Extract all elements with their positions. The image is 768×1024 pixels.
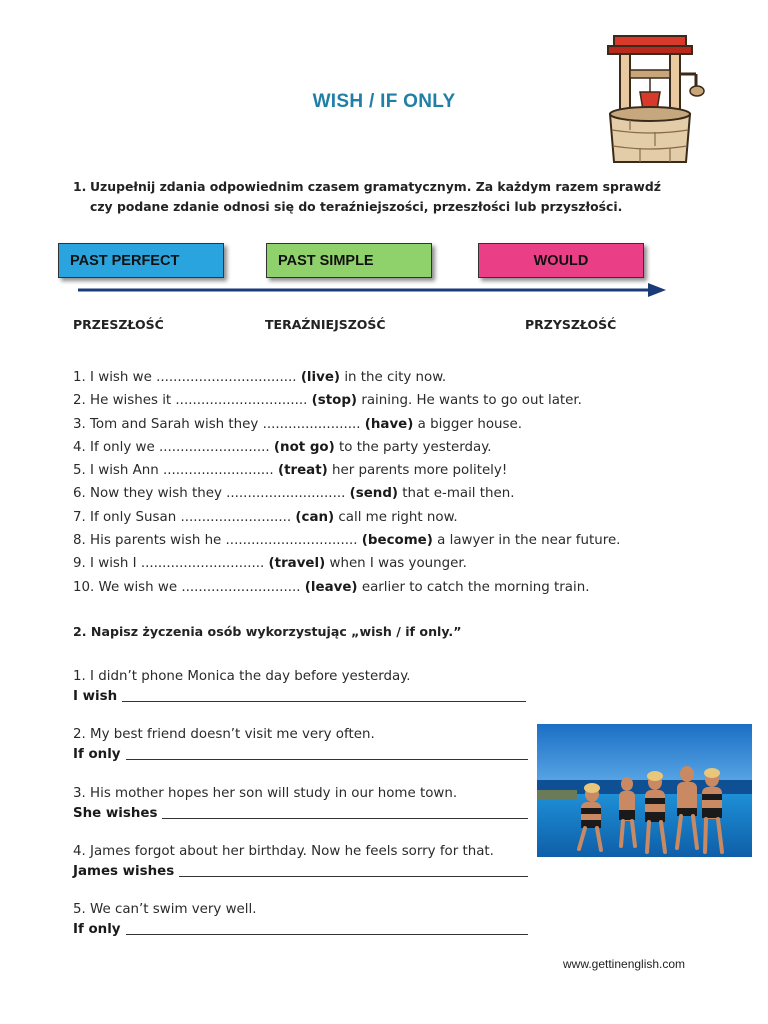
answer-lead: I wish: [73, 689, 118, 704]
sentence-text: 8. His parents wish he ...............................: [73, 533, 358, 549]
list-item: [73, 389, 713, 412]
sentence-text: 7. If only Susan ..........................: [73, 509, 292, 525]
answer-row[interactable]: [73, 861, 528, 880]
answer-line[interactable]: [162, 818, 528, 819]
label-present: TERAŹNIEJSZOŚĆ: [265, 317, 386, 332]
sentence-text: 10. We wish we ............................: [73, 579, 301, 595]
exercise-2-task: [73, 725, 528, 763]
sentence-text: earlier to catch the morning train.: [361, 579, 590, 595]
label-past: PRZESZŁOŚĆ: [73, 317, 164, 332]
sentence-text: 4. If only we ..........................: [73, 439, 270, 455]
would-box: [478, 243, 644, 278]
sentence-text: 5. I wish Ann ..........................: [73, 463, 274, 479]
exercise-2-task: [73, 784, 528, 822]
list-item: [73, 436, 713, 459]
exercise-2-task: [73, 900, 528, 938]
past-simple-box: [266, 243, 432, 278]
answer-line[interactable]: [179, 876, 528, 877]
answer-lead: If only: [73, 747, 121, 762]
task-prompt: 4. James forgot about her birthday. Now he feels sorry for that.: [73, 844, 494, 859]
sentence-text: a bigger house.: [417, 416, 522, 432]
sentence-text: that e-mail then.: [402, 486, 515, 502]
sentence-text: 1. I wish we .................................: [73, 370, 297, 385]
list-item: [73, 506, 713, 529]
answer-lead: She wishes: [73, 806, 158, 821]
list-item: [73, 552, 713, 575]
verb-hint: (live): [300, 370, 341, 385]
list-item: [73, 459, 713, 482]
task-prompt: 1. I didn’t phone Monica the day before yesterday.: [73, 669, 411, 684]
list-item: [73, 482, 713, 505]
sentence-text: to the party yesterday.: [339, 439, 492, 455]
timeline-arrow: [78, 282, 668, 298]
friends-at-pool-photo: [537, 724, 752, 857]
verb-hint: (treat): [277, 463, 328, 479]
list-item: [73, 413, 713, 436]
answer-row[interactable]: [73, 919, 528, 938]
past-perfect-box: [58, 243, 224, 278]
list-item: [73, 576, 713, 599]
verb-hint: (become): [361, 533, 433, 549]
sentence-text: 2. He wishes it ...............................: [73, 393, 308, 409]
task-prompt: 2. My best friend doesn’t visit me very often.: [73, 727, 375, 742]
sentence-text: call me right now.: [338, 509, 458, 525]
verb-hint: (send): [349, 486, 399, 502]
list-item: [73, 366, 713, 389]
page-title: WISH / IF ONLY: [312, 91, 456, 112]
exercise-1-number: 1.: [73, 179, 87, 194]
task-prompt: 3. His mother hopes her son will study in our home town.: [73, 786, 458, 801]
exercise-2-title: 2. Napisz życzenia osób wykorzystując „wish / if only.”: [73, 624, 462, 639]
answer-lead: James wishes: [73, 864, 175, 879]
sentence-text: in the city now.: [344, 370, 447, 385]
sentence-text: her parents more politely!: [332, 463, 508, 479]
exercise-1-sentences: [73, 366, 713, 599]
answer-lead: If only: [73, 922, 121, 937]
exercise-2-task: [73, 842, 528, 880]
task-prompt: 5. We can’t swim very well.: [73, 902, 257, 917]
sentence-text: raining. He wants to go out later.: [361, 393, 582, 409]
verb-hint: (travel): [268, 556, 326, 572]
answer-row[interactable]: [73, 686, 528, 705]
answer-line[interactable]: [126, 759, 528, 760]
would-label: WOULD: [533, 252, 589, 269]
answer-line[interactable]: [122, 701, 526, 702]
sentence-text: a lawyer in the near future.: [437, 533, 621, 549]
verb-hint: (stop): [311, 393, 358, 409]
footer-website: www.gettinenglish.com: [563, 957, 686, 971]
sentence-text: 9. I wish I .............................: [73, 556, 265, 572]
wishing-well-icon: [600, 30, 716, 170]
exercise-1-instruction: [73, 177, 713, 217]
instruction-line-2: czy podane zdanie odnosi się do teraźniejszości, przeszłości lub przyszłości.: [90, 199, 623, 214]
verb-hint: (have): [364, 416, 414, 432]
answer-line[interactable]: [126, 934, 528, 935]
sentence-text: when I was younger.: [329, 556, 467, 572]
verb-hint: (leave): [304, 579, 358, 595]
past-simple-label: PAST SIMPLE: [278, 252, 374, 269]
label-future: PRZYSZŁOŚĆ: [525, 317, 617, 332]
verb-hint: (can): [295, 509, 335, 525]
instruction-line-1: Uzupełnij zdania odpowiednim czasem gramatycznym. Za każdym razem sprawdź: [90, 179, 661, 194]
sentence-text: 3. Tom and Sarah wish they .......................: [73, 416, 361, 432]
answer-row[interactable]: [73, 803, 528, 822]
answer-row[interactable]: [73, 744, 528, 763]
past-perfect-label: PAST PERFECT: [70, 252, 180, 269]
verb-hint: (not go): [273, 439, 335, 455]
list-item: [73, 529, 713, 552]
sentence-text: 6. Now they wish they ............................: [73, 486, 346, 502]
exercise-2-task: [73, 667, 528, 705]
